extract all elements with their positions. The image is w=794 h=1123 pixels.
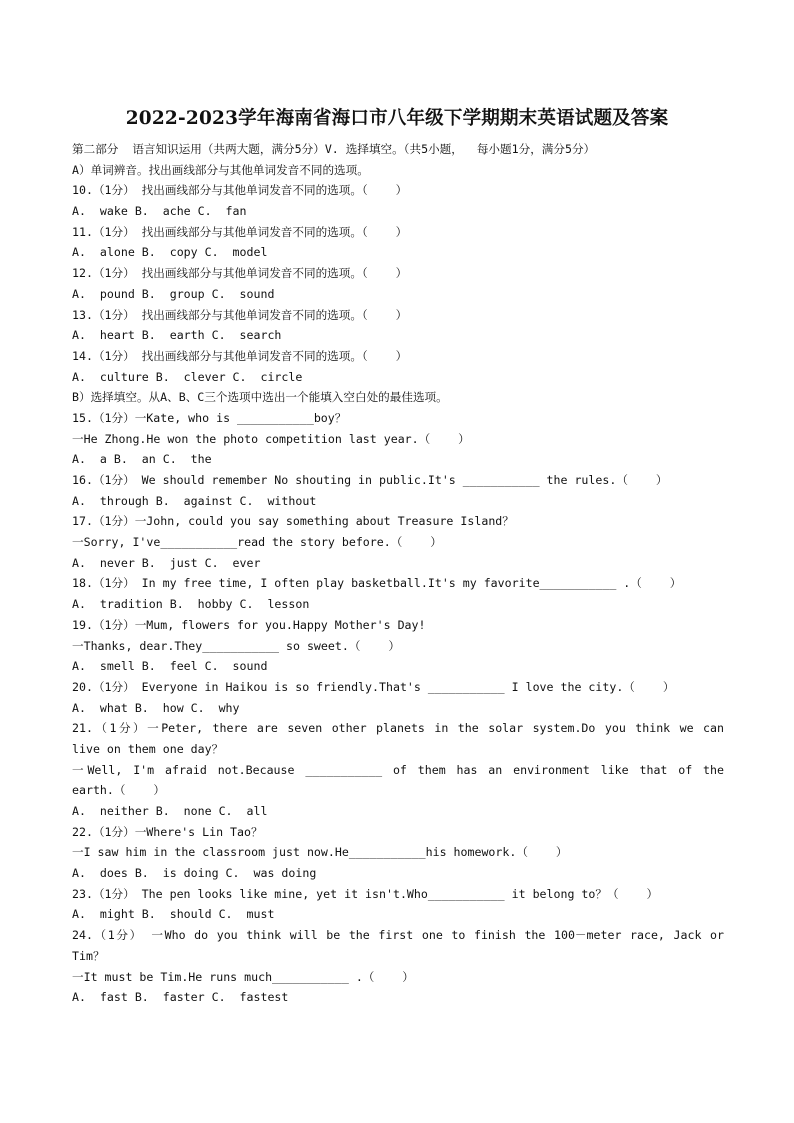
question-line: 13.（1分） 找出画线部分与其他单词发音不同的选项。（ ） [72, 307, 408, 322]
options-line: A. smell B. feel C. sound [72, 659, 268, 674]
question-line: 一It must be Tim.He runs much___________ .（ ） [72, 969, 414, 984]
options-line: A. alone B. copy C. model [72, 245, 268, 260]
instruction-line: A）单词辨音。找出画线部分与其他单词发音不同的选项。 [72, 162, 369, 177]
question-line: 22.（1分）一Where's Lin Tao？ [72, 824, 263, 839]
question-line: 15.（1分）一Kate, who is ___________boy？ [72, 410, 347, 425]
options-line: A. might B. should C. must [72, 907, 275, 922]
question-line: 12.（1分） 找出画线部分与其他单词发音不同的选项。（ ） [72, 266, 408, 281]
options-line: A. a B. an C. the [72, 452, 212, 467]
options-line: A. heart B. earth C. search [72, 328, 282, 343]
question-line: 一Thanks, dear.They___________ so sweet.（ ） [72, 638, 400, 653]
question-line: earth.（ ） [72, 783, 165, 798]
options-line: A. tradition B. hobby C. lesson [72, 597, 310, 612]
question-line: 20.（1分） Everyone in Haikou is so friendly.That's ___________ I love the city.（ ） [72, 679, 675, 694]
question-line: 19.（1分）一Mum, flowers for you.Happy Mother's Day! [72, 617, 426, 632]
options-line: A. does B. is doing C. was doing [72, 866, 317, 881]
question-line: 10.（1分） 找出画线部分与其他单词发音不同的选项。（ ） [72, 183, 408, 198]
question-line: 23.（1分） The pen looks like mine, yet it isn't.Who___________ it belong to？（ ） [72, 886, 659, 901]
options-line: A. neither B. none C. all [72, 804, 268, 818]
options-line: A. through B. against C. without [72, 493, 317, 508]
options-line: A. fast B. faster C. fastest [72, 990, 289, 1005]
question-line: 一Well, I'm afraid not.Because ___________ of them has an environment like that of the [72, 762, 724, 777]
question-line: 14.（1分） 找出画线部分与其他单词发音不同的选项。（ ） [72, 348, 408, 363]
section-heading: 第二部分 语言知识运用（共两大题，满分5分）V. 选择填空。（共5小题， 每小题1分，满分5分） [72, 142, 596, 156]
instruction-line: B）选择填空。从A、B、C三个选项中选出一个能填入空白处的最佳选项。 [72, 390, 448, 405]
question-line: 17.（1分）一John, could you say something about Treasure Island？ [72, 514, 514, 529]
question-line: 16.（1分） We should remember No shouting in public.It's ___________ the rules.（ ） [72, 473, 668, 487]
question-line: 一Sorry, I've___________read the story before.（ ） [72, 535, 442, 550]
question-line: Tim？ [72, 948, 105, 963]
question-line: 18.（1分） In my free time, I often play basketball.It's my favorite___________ .（ ） [72, 576, 682, 591]
page-title: 2022-2023学年海南省海口市八年级下学期期末英语试题及答案 [125, 108, 669, 129]
options-line: A. pound B. group C. sound [72, 286, 275, 301]
options-line: A. what B. how C. why [72, 700, 240, 715]
exam-content [72, 139, 724, 1008]
question-line: 21.（1分）一Peter, there are seven other planets in the solar system.Do you think we can [72, 721, 724, 736]
question-line: live on them one day？ [72, 741, 224, 756]
question-line: 一He Zhong.He won the photo competition last year.（ ） [72, 431, 470, 446]
options-line: A. wake B. ache C. fan [72, 204, 247, 219]
options-line: A. never B. just C. ever [72, 555, 261, 570]
question-line: 24.（1分） 一Who do you think will be the first one to finish the 100－meter race, Jack or [72, 928, 724, 943]
options-line: A. culture B. clever C. circle [72, 369, 303, 384]
question-line: 11.（1分） 找出画线部分与其他单词发音不同的选项。（ ） [72, 224, 408, 239]
question-line: 一I saw him in the classroom just now.He___________his homework.（ ） [72, 845, 568, 860]
